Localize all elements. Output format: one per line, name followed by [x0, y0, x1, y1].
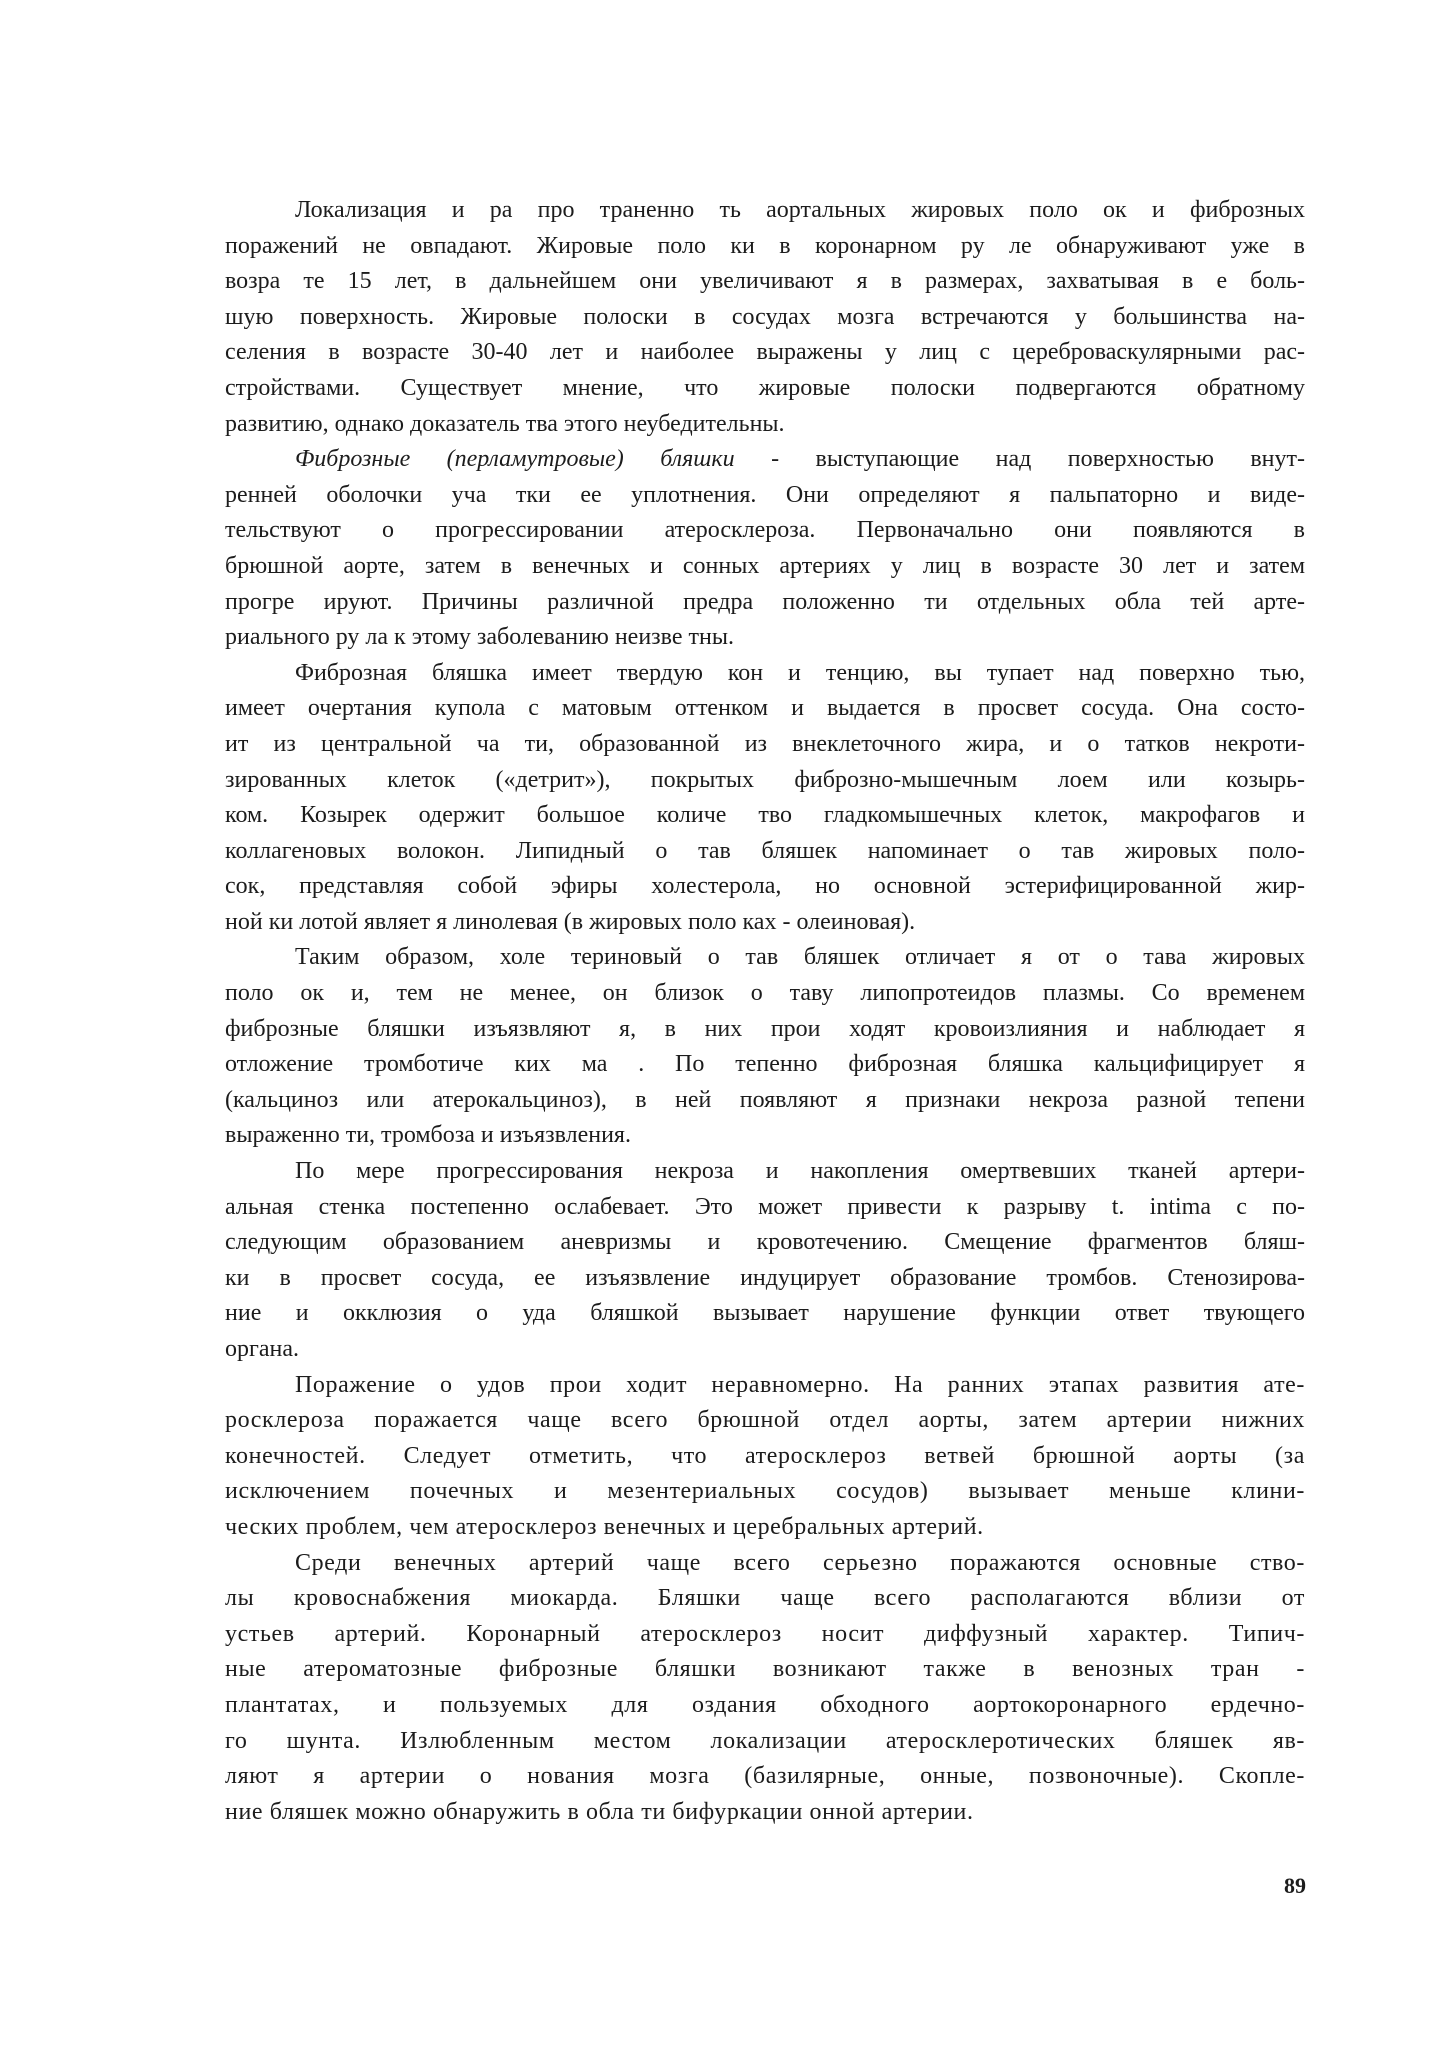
text-line: имеет очертания купола с матовым оттенком и выдается в просвет сосуда. Она состо-	[225, 695, 1305, 722]
paragraph	[225, 1154, 1305, 1368]
text-line: Локализация и ра про траненно ть аортальных жировых поло ок и фиброзных	[295, 197, 1305, 223]
text-line: го шунта. Излюбленным местом локализации атеросклеротических бляшек яв-	[225, 1727, 1305, 1754]
text-line: ит из центральной ча ти, образованной из внеклеточного жира, и о татков некроти-	[225, 730, 1305, 757]
text-line: шую поверхность. Жировые полоски в сосудах мозга встречаются у большинства на-	[225, 303, 1305, 330]
text-line: (кальциноз или атерокальциноз), в ней появляют я признаки некроза разной тепени	[225, 1086, 1305, 1113]
paragraph	[225, 442, 1305, 656]
text-line: риального ру ла к этому заболеванию неизве тны.	[225, 624, 734, 651]
paragraph	[225, 1368, 1305, 1546]
text-line: сок, представляя собой эфиры холестерола, но основной эстерифицированной жир-	[225, 873, 1305, 900]
paragraph	[225, 656, 1305, 941]
paragraph	[225, 940, 1305, 1154]
text-line: развитию, однако доказатель тва этого неубедительны.	[225, 410, 785, 437]
text-line: поло ок и, тем не менее, он близок о таву липопротеидов плазмы. Со временем	[225, 980, 1305, 1007]
text-line: ляют я артерии о нования мозга (базилярные, онные, позвоночные). Скопле-	[225, 1763, 1305, 1790]
text-line: По мере прогрессирования некроза и накопления омертвевших тканей артери-	[295, 1158, 1305, 1185]
text-line: ные атероматозные фиброзные бляшки возникают также в венозных тран -	[225, 1656, 1305, 1683]
text-line: тельствуют о прогрессировании атеросклероза. Первоначально они появляются в	[225, 517, 1305, 544]
text-line: прогре ируют. Причины различной предра положенно ти отдельных обла тей арте-	[225, 588, 1305, 615]
text-line: ки в просвет сосуда, ее изъязвление индуцирует образование тромбов. Стенозирова-	[225, 1264, 1305, 1291]
text-line: органа.	[225, 1336, 299, 1362]
text-line: альная стенка постепенно ослабевает. Это может привести к разрыву t. intima с по-	[225, 1193, 1305, 1220]
text-line: росклероза поражается чаще всего брюшной отдел аорты, затем артерии нижних	[225, 1407, 1305, 1434]
text-line: возра те 15 лет, в дальнейшем они увеличивают я в размерах, захватывая в е боль-	[225, 268, 1305, 295]
body-text	[225, 193, 1305, 1830]
paragraph	[225, 1546, 1305, 1831]
text-line: исключением почечных и мезентериальных сосудов) вызывает меньше клини-	[225, 1478, 1305, 1505]
text-line: ренней оболочки уча тки ее уплотнения. Они определяют я пальпаторно и виде-	[225, 481, 1305, 508]
text-line: выраженно ти, тромбоза и изъязвления.	[225, 1122, 631, 1149]
text-line	[225, 442, 1305, 478]
text-line: ние бляшек можно обнаружить в обла ти бифуркации онной артерии.	[225, 1798, 974, 1825]
text-line: отложение тромботиче ких ма . По тепенно фиброзная бляшка кальцифицирует я	[225, 1051, 1305, 1078]
italic-term: Фиброзные (перламутровые) бляшки	[295, 446, 735, 473]
text-line: Среди венечных артерий чаще всего серьезно поражаются основные ство-	[295, 1549, 1305, 1576]
text-line: ком. Козырек одержит большое количе тво гладкомышечных клеток, макрофагов и	[225, 802, 1305, 829]
text-line: устьев артерий. Коронарный атеросклероз носит диффузный характер. Типич-	[225, 1620, 1305, 1647]
text-line: коллагеновых волокон. Липидный о тав бляшек напоминает о тав жировых поло-	[225, 837, 1305, 864]
text-line: стройствами. Существует мнение, что жировые полоски подвергаются обратному	[225, 374, 1305, 401]
text-line: Поражение о удов прои ходит неравномерно. На ранних этапах развития ате-	[295, 1371, 1305, 1398]
text-line: фиброзные бляшки изъязвляют я, в них прои ходят кровоизлияния и наблюдает я	[225, 1015, 1305, 1042]
text-line: ной ки лотой являет я линолевая (в жировых поло ках - олеиновая).	[225, 908, 916, 935]
text-line: Таким образом, холе териновый о тав бляшек отличает я от о тава жировых	[295, 944, 1305, 971]
text-line: ние и окклюзия о уда бляшкой вызывает нарушение функции ответ твующего	[225, 1300, 1305, 1327]
text-line: плантатах, и пользуемых для оздания обходного аортокоронарного ердечно-	[225, 1691, 1305, 1718]
page-number: 89	[1284, 1873, 1306, 1898]
text-line: зированных клеток («детрит»), покрытых фиброзно-мышечным лоем или козырь-	[225, 766, 1305, 793]
text-line: поражений не овпадают. Жировые поло ки в коронарном ру ле обнаруживают уже в	[225, 232, 1305, 259]
text-line: ческих проблем, чем атеросклероз венечных и церебральных артерий.	[225, 1513, 984, 1540]
paragraph	[225, 193, 1305, 442]
text-line: брюшной аорте, затем в венечных и сонных артериях у лиц в возрасте 30 лет и затем	[225, 552, 1305, 579]
text-line: селения в возрасте 30-40 лет и наиболее выражены у лиц с цереброваскулярными рас-	[225, 339, 1305, 366]
text-line: следующим образованием аневризмы и кровотечению. Смещение фрагментов бляш-	[225, 1229, 1305, 1256]
text-fragment: - выступающие над поверхностью внут-	[734, 446, 1305, 473]
text-line: лы кровоснабжения миокарда. Бляшки чаще всего располагаются вблизи от	[225, 1585, 1305, 1612]
text-line: конечностей. Следует отметить, что атеросклероз ветвей брюшной аорты (за	[225, 1442, 1305, 1469]
text-line: Фиброзная бляшка имеет твердую кон и тенцию, вы тупает над поверхно тью,	[295, 659, 1305, 686]
